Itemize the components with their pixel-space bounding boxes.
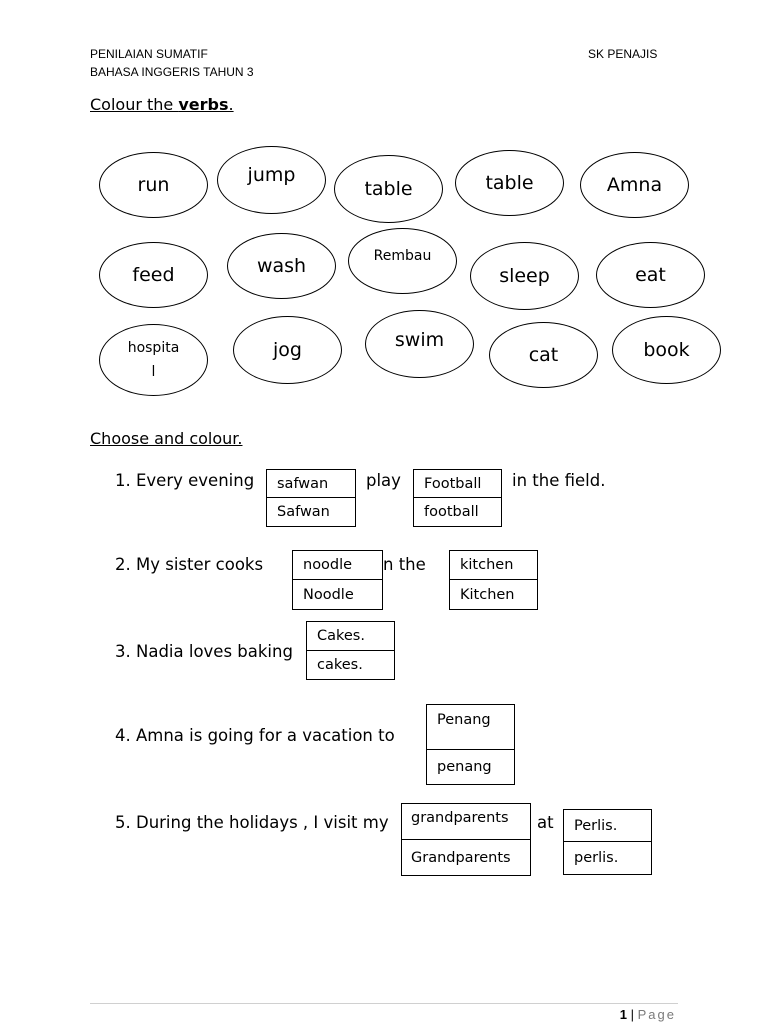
word-label: book	[643, 339, 690, 361]
word-label: hospita	[127, 340, 180, 356]
word-label: jog	[273, 339, 302, 361]
word-label: sleep	[499, 265, 550, 287]
question-2-prefix: 2. My sister cooks	[115, 555, 264, 574]
word-oval-cat[interactable]	[489, 322, 598, 388]
option-safwan-lower[interactable]: safwan	[267, 470, 355, 498]
word-oval-eat[interactable]	[596, 242, 705, 308]
option-cakes-lower[interactable]: cakes.	[317, 657, 363, 673]
word-label-continued: l	[151, 364, 156, 380]
question-5-choice-2	[563, 809, 652, 875]
question-1-suffix: in the field.	[512, 471, 606, 490]
question-3-prefix: 3. Nadia loves baking	[115, 642, 293, 661]
word-label: feed	[132, 264, 175, 286]
word-label: eat	[635, 264, 666, 286]
word-label: swim	[394, 329, 445, 351]
instruction-bold: verbs	[178, 95, 229, 114]
page-number: 1	[619, 1007, 628, 1022]
question-5-choice-1	[401, 803, 531, 876]
word-oval-jump[interactable]	[217, 146, 326, 214]
option-football-lower[interactable]: football	[424, 504, 479, 520]
option-kitchen-lower[interactable]: kitchen	[450, 551, 537, 580]
question-1-choice-2	[413, 469, 502, 527]
option-penang-upper[interactable]: Penang	[427, 705, 514, 750]
option-football-upper[interactable]: Football	[414, 470, 501, 498]
word-label: jump	[247, 164, 296, 186]
instruction-prefix: Colour the	[90, 95, 179, 114]
word-label: Amna	[606, 174, 663, 196]
header-line-2: BAHASA INGGERIS TAHUN 3	[90, 65, 254, 79]
instruction-suffix: .	[228, 95, 234, 114]
page-separator: |	[627, 1007, 638, 1022]
question-5-prefix: 5. During the holidays , I visit my	[115, 813, 389, 832]
word-label: cat	[528, 344, 559, 366]
option-cakes-upper[interactable]: Cakes.	[307, 622, 394, 651]
word-oval-table-1[interactable]	[334, 155, 443, 223]
word-oval-swim[interactable]	[365, 310, 474, 378]
word-oval-rembau[interactable]	[348, 228, 457, 294]
word-oval-feed[interactable]	[99, 242, 208, 308]
page-footer	[620, 1007, 676, 1022]
question-1-choice-1	[266, 469, 356, 527]
option-noodle-upper[interactable]: Noodle	[303, 586, 354, 603]
option-noodle-lower[interactable]: noodle	[293, 551, 382, 580]
question-2-choice-2	[449, 550, 538, 610]
option-grandparents-lower[interactable]: grandparents	[402, 804, 530, 840]
question-2-middle: n the	[383, 555, 426, 574]
word-label: Rembau	[373, 248, 432, 264]
section2-instruction: Choose and colour.	[90, 429, 243, 448]
word-oval-run[interactable]	[99, 152, 208, 218]
school-name: SK PENAJIS	[588, 47, 658, 61]
word-oval-wash[interactable]	[227, 233, 336, 299]
word-label: run	[137, 174, 170, 196]
option-perlis-upper[interactable]: Perlis.	[564, 810, 651, 842]
word-oval-sleep[interactable]	[470, 242, 579, 310]
question-4-prefix: 4. Amna is going for a vacation to	[115, 726, 395, 745]
word-label: table	[485, 172, 534, 194]
question-1-middle: play	[366, 471, 401, 490]
header-line-1: PENILAIAN SUMATIF	[90, 47, 208, 61]
word-label: wash	[256, 255, 307, 277]
word-oval-jog[interactable]	[233, 316, 342, 384]
option-perlis-lower[interactable]: perlis.	[574, 850, 619, 866]
word-oval-table-2[interactable]	[455, 150, 564, 216]
word-label: table	[364, 178, 413, 200]
option-penang-lower[interactable]: penang	[437, 759, 492, 775]
word-oval-hospital[interactable]	[99, 324, 208, 396]
question-4-choice-1	[426, 704, 515, 785]
word-oval-book[interactable]	[612, 316, 721, 384]
footer-divider	[90, 1003, 678, 1004]
page-label: Page	[637, 1007, 676, 1022]
option-safwan-upper[interactable]: Safwan	[277, 504, 330, 520]
question-1-prefix: 1. Every evening	[115, 471, 255, 490]
question-2-choice-1	[292, 550, 383, 610]
word-oval-amna[interactable]	[580, 152, 689, 218]
option-kitchen-upper[interactable]: Kitchen	[460, 586, 515, 603]
question-3-choice-1	[306, 621, 395, 680]
question-5-middle: at	[537, 813, 554, 832]
section1-instruction	[90, 95, 234, 114]
option-grandparents-upper[interactable]: Grandparents	[411, 849, 511, 866]
